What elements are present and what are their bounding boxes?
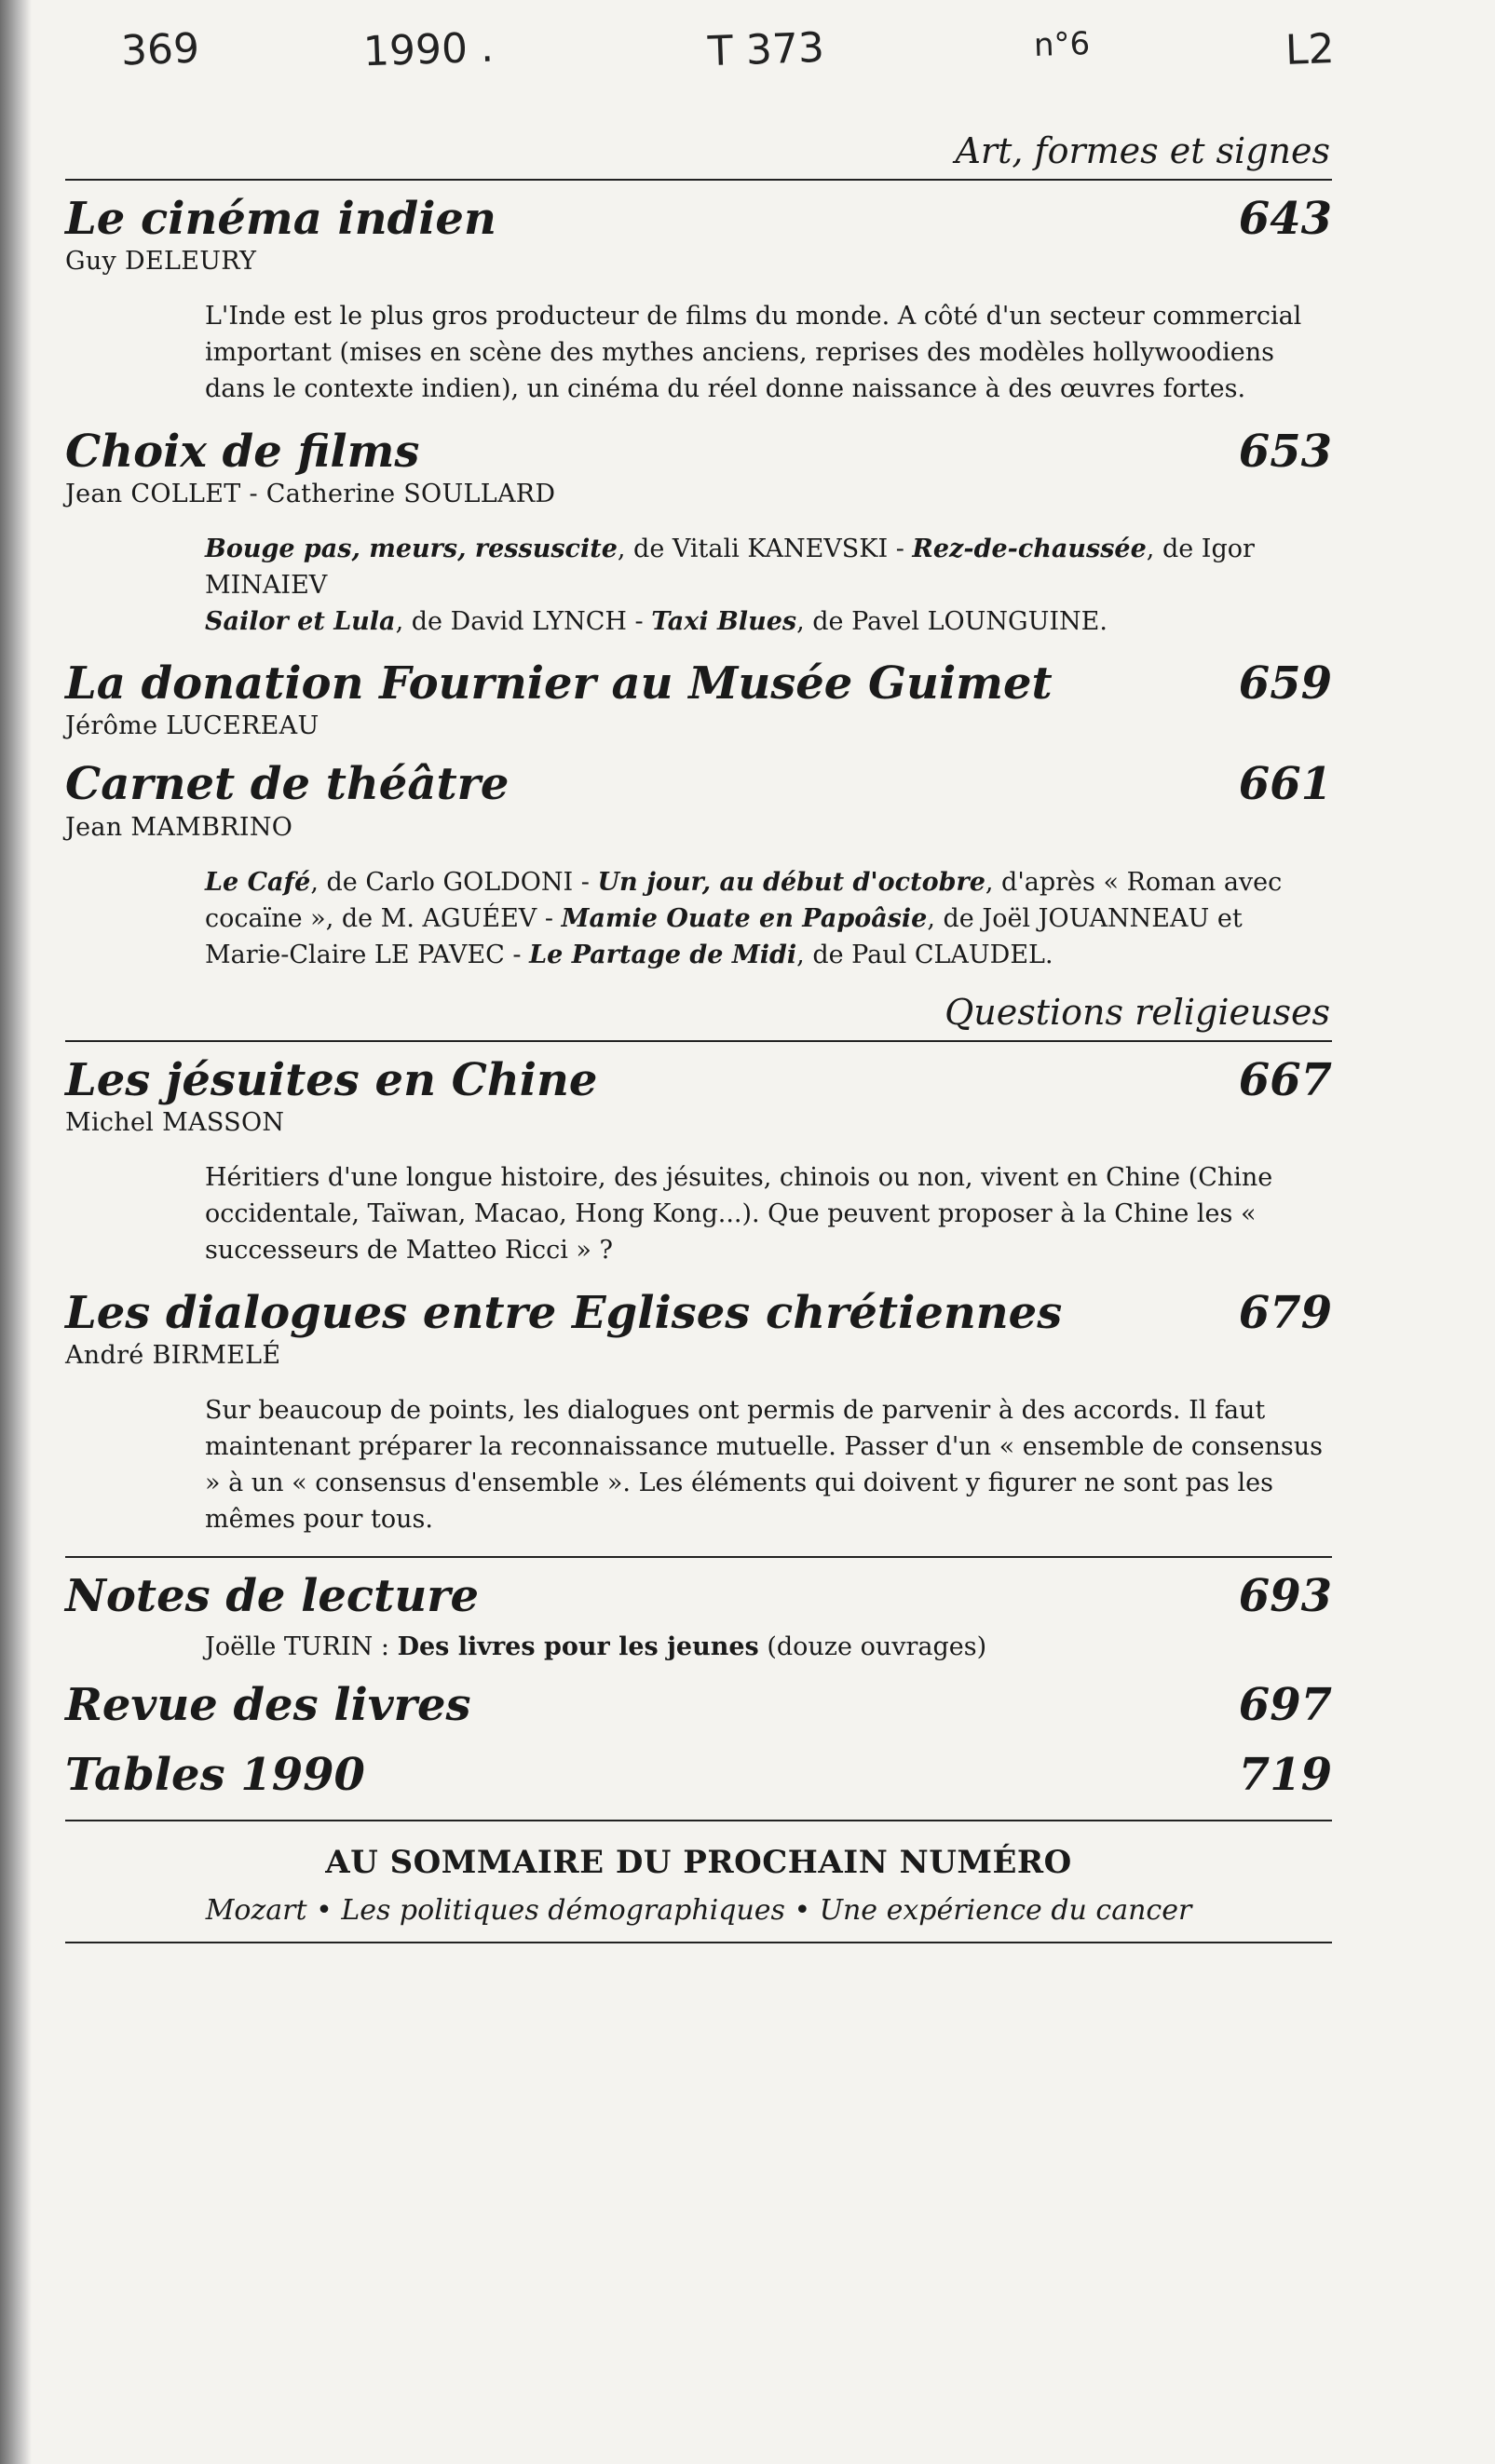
toc-entry — [65, 658, 1332, 740]
entry-author: Jean COLLET - Catherine SOULLARD — [65, 479, 556, 508]
next-issue-title: AU SOMMAIRE DU PROCHAIN NUMÉRO — [325, 1843, 1072, 1881]
handwritten-code: L2 — [1284, 25, 1336, 74]
entry-title: Les jésuites en Chine — [65, 1054, 598, 1107]
toc-entry — [65, 1680, 1332, 1731]
entry-title: Carnet de théâtre — [65, 758, 510, 811]
entry-author: André BIRMELÉ — [65, 1340, 281, 1370]
entry-page-number: 693 — [1238, 1570, 1332, 1623]
entry-author: Jean MAMBRINO — [65, 812, 293, 842]
toc-entry — [65, 1288, 1332, 1538]
handwritten-year: 1990 . — [362, 23, 495, 76]
entry-page-number: 643 — [1238, 193, 1332, 245]
entry-title: Les dialogues entre Eglises chrétiennes — [65, 1286, 1063, 1339]
play-list: Le Café, de Carlo GOLDONI - Un jour, au début d'octobre, d'après « Roman avec cocaïne », de M. AGUÉEV - Mamie Ouate en Papoâsie, de Joël JOUANNEAU et Marie-Claire LE PAVEC - Le Partage de Midi, de Paul CLAUDEL. — [205, 867, 1283, 969]
toc-entry — [65, 1750, 1332, 1801]
next-issue-box — [65, 1820, 1332, 1943]
toc-entry — [65, 1055, 1332, 1269]
toc-entry — [65, 1571, 1332, 1660]
divider — [65, 1556, 1332, 1558]
entry-title: Le cinéma indien — [65, 193, 496, 245]
notes-detail: Joëlle TURIN : Des livres pour les jeunes (douze ouvrages) — [205, 1631, 987, 1661]
section-heading: Art, formes et signes — [955, 130, 1330, 171]
handwritten-issue: n°6 — [1033, 24, 1091, 65]
entry-author: Michel MASSON — [65, 1108, 285, 1138]
entry-description: L'Inde est le plus gros producteur de films du monde. A côté d'un secteur commercial important (mises en scène des mythes anciens, reprises des modèles hollywoodiens dans le contexte indien), un cinéma du réel donne naissance à des œuvres fortes. — [205, 302, 1302, 404]
handwritten-notes — [0, 17, 1495, 82]
entry-title: Choix de films — [65, 425, 420, 478]
section-heading: Questions religieuses — [945, 992, 1330, 1034]
entry-title: Tables 1990 — [65, 1748, 365, 1801]
divider — [65, 179, 1332, 181]
entry-title: Notes de lecture — [65, 1570, 480, 1623]
entry-description: Sur beaucoup de points, les dialogues ont permis de parvenir à des accords. Il faut maintenant préparer la reconnaissance mutuelle. Passer d'un « ensemble de consensus » à un « consensus d'ensemble ». Les éléments qui doivent y figurer ne sont pas les mêmes pour tous. — [205, 1395, 1323, 1535]
table-of-contents — [65, 130, 1332, 1943]
entry-title: Revue des livres — [65, 1678, 471, 1731]
toc-entry — [65, 194, 1332, 408]
entry-page-number: 719 — [1238, 1748, 1332, 1801]
entry-page-number: 653 — [1238, 425, 1332, 478]
handwritten-number: 369 — [120, 24, 200, 75]
next-issue-topics: Mozart • Les politiques démographiques • Une expérience du cancer — [205, 1893, 1192, 1927]
entry-page-number: 659 — [1238, 657, 1332, 711]
toc-entry — [65, 759, 1332, 973]
entry-title: La donation Fournier au Musée Guimet — [65, 657, 1053, 711]
binding-shadow — [0, 0, 32, 2464]
entry-author: Jérôme LUCEREAU — [65, 711, 319, 741]
film-list: Bouge pas, meurs, ressuscite, de Vitali KANEVSKI - Rez-de-chaussée, de Igor MINAIEV Sailor et Lula, de David LYNCH - Taxi Blues, de Pavel LOUNGUINE. — [205, 534, 1255, 637]
entry-page-number: 697 — [1238, 1678, 1332, 1731]
entry-page-number: 667 — [1238, 1054, 1332, 1107]
entry-description: Héritiers d'une longue histoire, des jésuites, chinois ou non, vivent en Chine (Chine occidentale, Taïwan, Macao, Hong Kong...). Que peuvent proposer à la Chine les « successeurs de Matteo Ricci » ? — [205, 1163, 1273, 1266]
divider — [65, 1040, 1332, 1042]
handwritten-tome: T 373 — [707, 23, 825, 76]
entry-page-number: 679 — [1238, 1286, 1332, 1339]
entry-author: Guy DELEURY — [65, 247, 257, 277]
toc-entry — [65, 426, 1332, 641]
entry-page-number: 661 — [1238, 758, 1332, 811]
